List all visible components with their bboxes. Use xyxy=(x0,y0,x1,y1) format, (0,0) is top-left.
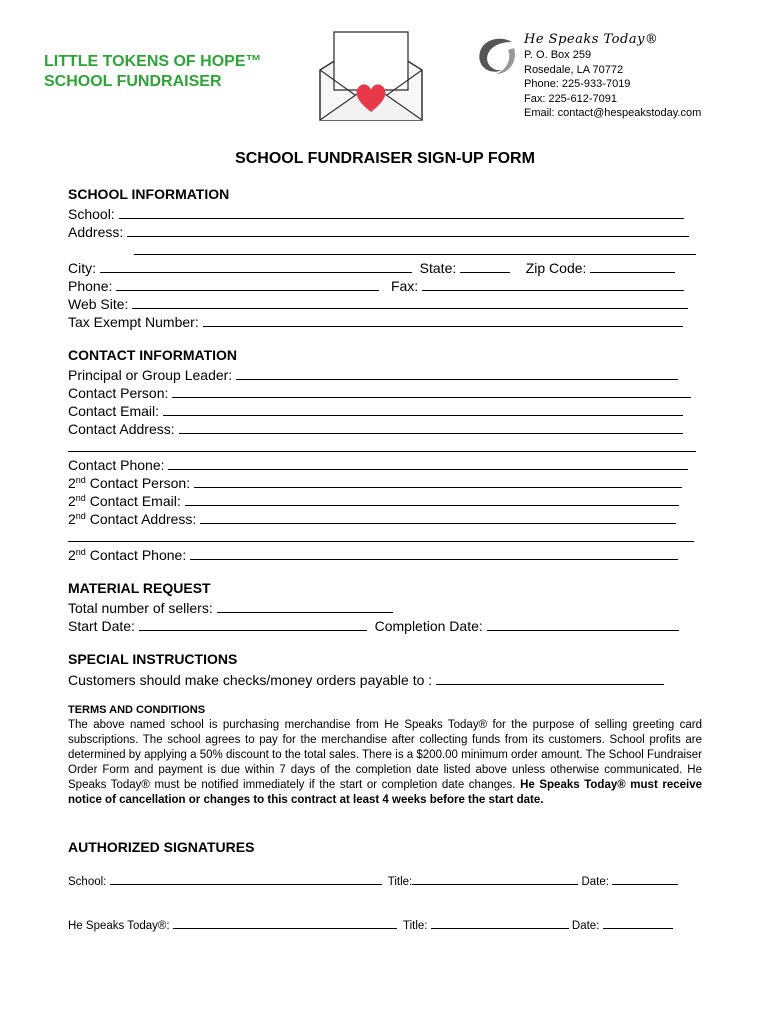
company-info xyxy=(524,32,701,121)
hst-title-field[interactable] xyxy=(431,918,569,929)
payable-label: Customers should make checks/money orders payable to : xyxy=(68,672,433,688)
dates-row xyxy=(68,617,679,635)
hst-date-field[interactable] xyxy=(603,918,673,929)
school-name-field[interactable] xyxy=(119,206,684,219)
contact-email-field[interactable] xyxy=(163,403,683,416)
terms-body xyxy=(68,718,702,808)
contact-info-heading: CONTACT INFORMATION xyxy=(68,347,238,363)
school-website-label: Web Site: xyxy=(68,296,129,312)
school-title-field[interactable] xyxy=(412,874,578,885)
contact-phone-label: Contact Phone: xyxy=(68,457,165,473)
contact-address2-field-2[interactable] xyxy=(68,529,694,542)
start-date-label: Start Date: xyxy=(68,618,135,634)
brand-title xyxy=(44,52,262,92)
school-address-row xyxy=(68,223,689,241)
ordinal-suffix: nd xyxy=(75,475,86,485)
contact-email-label: Contact Email: xyxy=(68,403,160,419)
form-title: SCHOOL FUNDRAISER SIGN-UP FORM xyxy=(235,150,535,167)
school-website-row xyxy=(68,295,688,313)
contact-phone-row xyxy=(68,456,688,474)
contact-phone2-field[interactable] xyxy=(190,547,678,560)
school-date-label: Date: xyxy=(581,876,609,888)
contact-person-label: Contact Person: xyxy=(68,385,169,401)
contact-address2-field[interactable] xyxy=(200,511,676,524)
company-city: Rosedale, LA 70772 xyxy=(524,63,624,76)
school-info-heading: SCHOOL INFORMATION xyxy=(68,186,230,202)
contact-email2-label: Contact Email: xyxy=(85,493,181,509)
swirl-logo-icon xyxy=(474,34,518,78)
ordinal-number: 2 xyxy=(68,511,76,527)
school-address-row-2 xyxy=(134,241,696,259)
sellers-label: Total number of sellers: xyxy=(68,600,213,616)
principal-field[interactable] xyxy=(236,367,678,380)
envelope-heart-icon xyxy=(318,30,424,122)
brand-line-2: SCHOOL FUNDRAISER xyxy=(44,73,222,90)
company-email: Email: contact@hespeakstoday.com xyxy=(524,107,702,119)
school-city-label: City: xyxy=(68,260,96,276)
contact-email2-row xyxy=(68,492,679,510)
hst-sig-label: He Speaks Today®: xyxy=(68,920,170,932)
terms-bold-text: He Speaks Today® must receive notice of cancellation or changes to this contract at least 4 weeks before the start date. xyxy=(68,779,703,806)
school-name-label: School: xyxy=(68,206,115,222)
contact-address-label: Contact Address: xyxy=(68,421,175,437)
hst-signature-row xyxy=(68,918,673,932)
sellers-field[interactable] xyxy=(217,600,393,613)
school-signature-field[interactable] xyxy=(110,874,382,885)
school-state-label: State: xyxy=(419,260,457,276)
school-tax-field[interactable] xyxy=(203,314,683,327)
school-address-label: Address: xyxy=(68,224,124,240)
company-fax: Fax: 225-612-7091 xyxy=(524,92,617,105)
ordinal-number: 2 xyxy=(68,475,76,491)
principal-label: Principal or Group Leader: xyxy=(68,367,233,383)
school-sig-label: School: xyxy=(68,876,107,888)
contact-person2-row xyxy=(68,474,682,492)
school-city-field[interactable] xyxy=(100,260,412,273)
contact-address-field[interactable] xyxy=(179,421,683,434)
material-heading: MATERIAL REQUEST xyxy=(68,580,211,596)
school-phone-row xyxy=(68,277,684,295)
contact-address-row-2 xyxy=(68,438,696,456)
payable-field[interactable] xyxy=(436,672,664,685)
contact-address2-label: Contact Address: xyxy=(85,511,197,527)
contact-person2-field[interactable] xyxy=(194,475,682,488)
ordinal-number: 2 xyxy=(68,547,76,563)
completion-date-label: Completion Date: xyxy=(374,618,483,634)
start-date-field[interactable] xyxy=(139,618,367,631)
contact-phone-field[interactable] xyxy=(168,457,688,470)
company-pobox: P. O. Box 259 xyxy=(524,49,592,61)
school-fax-label: Fax: xyxy=(390,278,419,294)
hst-signature-field[interactable] xyxy=(173,918,397,929)
completion-date-field[interactable] xyxy=(487,618,679,631)
contact-address2-row xyxy=(68,510,676,528)
ordinal-suffix: nd xyxy=(75,493,86,503)
school-title-label: Title: xyxy=(387,876,413,888)
brand-line-1: LITTLE TOKENS OF HOPE™ xyxy=(44,53,262,70)
signatures-heading: AUTHORIZED SIGNATURES xyxy=(68,839,255,855)
contact-person-row xyxy=(68,384,691,402)
school-fax-field[interactable] xyxy=(422,278,684,291)
contact-person2-label: Contact Person: xyxy=(85,475,191,491)
ordinal-suffix: nd xyxy=(75,511,86,521)
school-date-field[interactable] xyxy=(612,874,678,885)
company-name: He Speaks Today® xyxy=(524,32,659,47)
ordinal-suffix: nd xyxy=(75,547,86,557)
school-zip-field[interactable] xyxy=(590,260,675,273)
contact-phone2-row xyxy=(68,546,678,564)
special-heading: SPECIAL INSTRUCTIONS xyxy=(68,651,238,667)
contact-email2-field[interactable] xyxy=(185,493,679,506)
school-website-field[interactable] xyxy=(132,296,688,309)
contact-person-field[interactable] xyxy=(172,385,691,398)
hst-date-label: Date: xyxy=(571,920,600,932)
contact-email-row xyxy=(68,402,683,420)
principal-row xyxy=(68,366,678,384)
school-address-field-2[interactable] xyxy=(134,242,696,255)
company-phone: Phone: 225-933-7019 xyxy=(524,78,631,90)
school-zip-label: Zip Code: xyxy=(525,260,587,276)
ordinal-number: 2 xyxy=(68,493,76,509)
school-signature-row xyxy=(68,874,678,888)
school-phone-label: Phone: xyxy=(68,278,113,294)
hst-title-label: Title: xyxy=(403,920,428,932)
school-state-field[interactable] xyxy=(460,260,510,273)
contact-phone2-label: Contact Phone: xyxy=(85,547,187,563)
sellers-row xyxy=(68,599,393,617)
school-tax-label: Tax Exempt Number: xyxy=(68,314,199,330)
terms-text: The above named school is purchasing merchandise from He Speaks Today® for the purpose of selling greeting card subscriptions. The school agrees to pay for the merchandise after collecting funds from its customers. School profits are determined by applying a 50% discount to the total sales. There is a $200.00 minimum order amount. The School Fundraiser Order Form and payment is due within 7 days of the completion date listed above unless otherwise communicated. He Speaks Today® must be notified immediately if the start or completion date changes. xyxy=(68,719,702,791)
school-tax-row xyxy=(68,313,683,331)
payable-row xyxy=(68,671,664,689)
school-phone-field[interactable] xyxy=(116,278,379,291)
contact-address-row xyxy=(68,420,683,438)
school-address-field[interactable] xyxy=(127,224,689,237)
school-name-row xyxy=(68,205,684,223)
terms-heading: TERMS AND CONDITIONS xyxy=(68,704,206,716)
contact-address2-row-2 xyxy=(68,528,694,546)
school-city-row xyxy=(68,259,675,277)
contact-address-field-2[interactable] xyxy=(68,439,696,452)
